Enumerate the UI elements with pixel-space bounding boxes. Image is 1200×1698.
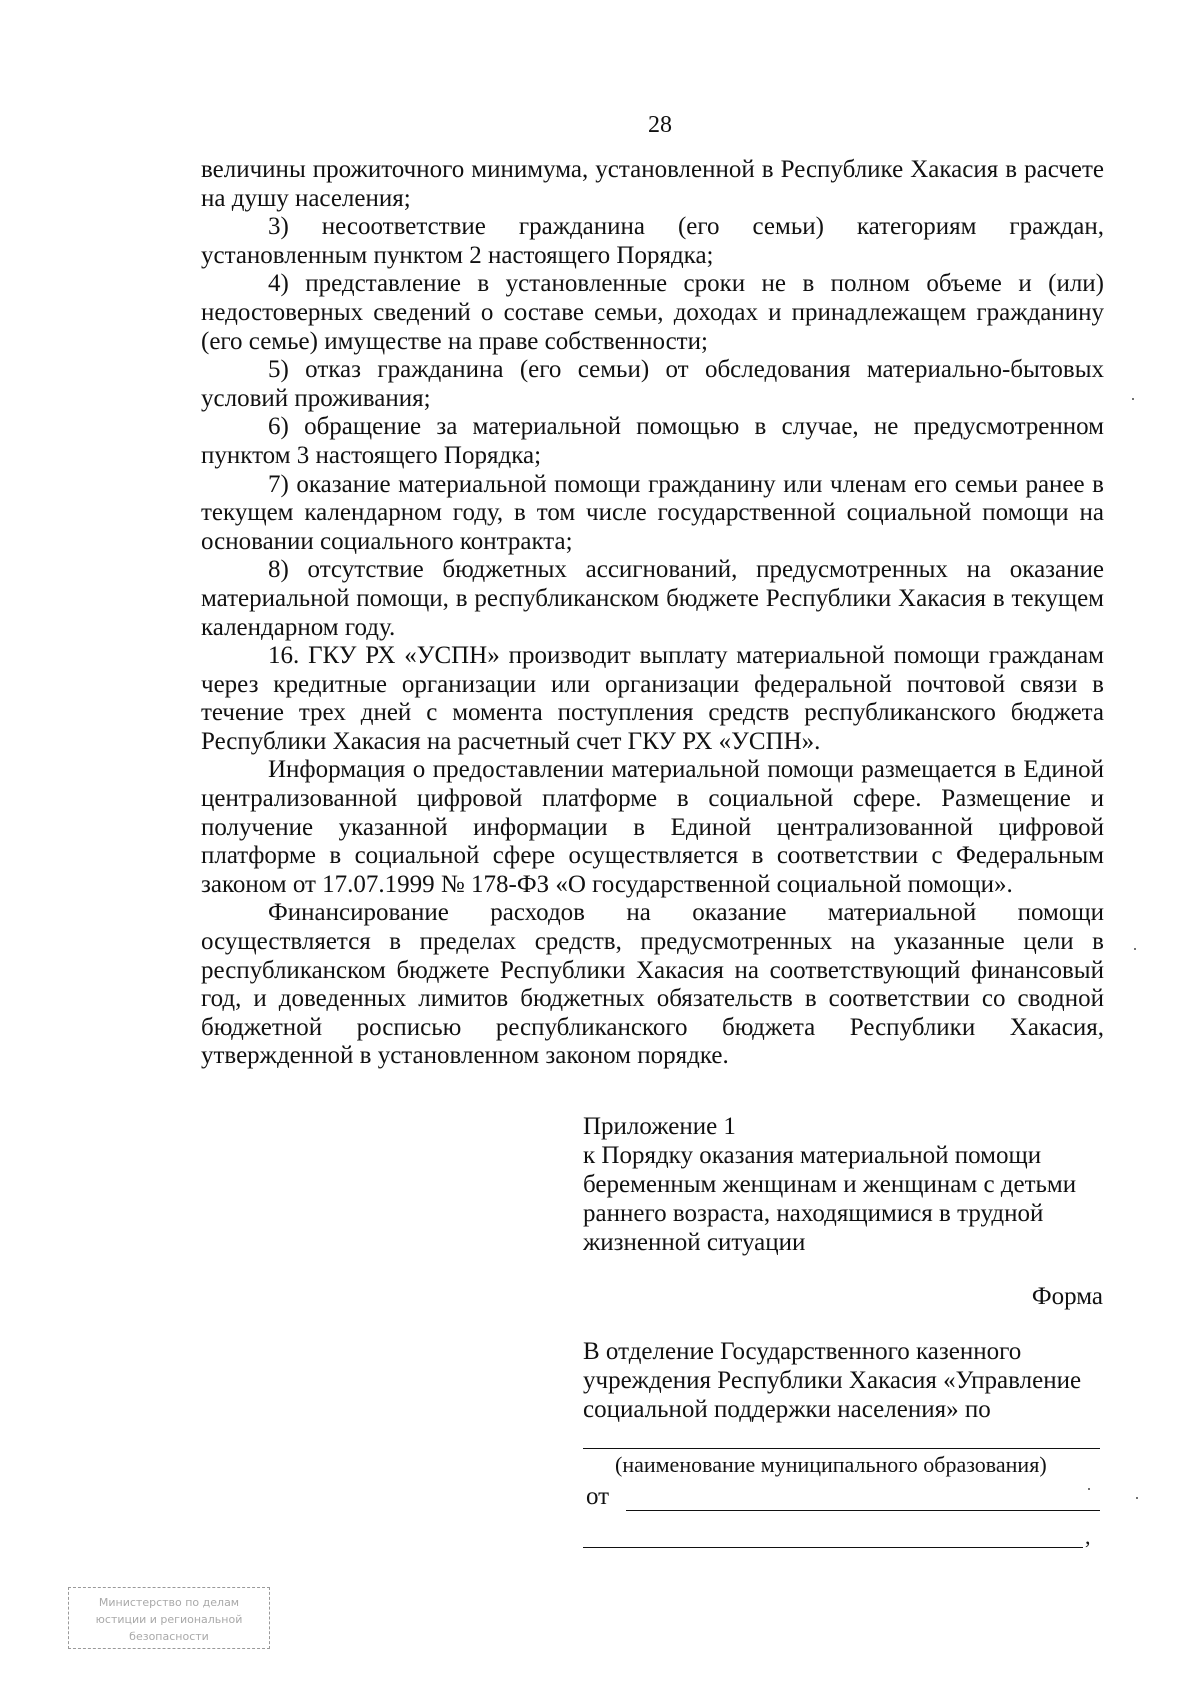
municipality-field-line (583, 1448, 1100, 1449)
applicant-field-line (626, 1510, 1100, 1511)
appendix-line: раннего возраста, находящимися в трудной (583, 1200, 1044, 1227)
appendix-line: к Порядку оказания материальной помощи (583, 1142, 1042, 1169)
registration-stamp (68, 1587, 270, 1649)
scan-speck (1134, 948, 1136, 950)
list-item-5: 5) отказ гражданина (его семьи) от обследования материально-бытовых условий проживания; (201, 356, 1104, 412)
stamp-line: Министерство по делам (98, 1596, 240, 1609)
list-item-6: 6) обращение за материальной помощью в случае, не предусмотренном пунктом 3 настоящего Порядка; (201, 413, 1104, 469)
scan-speck (1136, 1497, 1138, 1499)
paragraph-financing: Финансирование расходов на оказание материальной помощи осуществляется в пределах средств, предусмотренных на указанные цели в республиканском бюджете Республики Хакасия на соответствующий финансовый год, и доведенных лимитов бюджетных обязательств в соответствии со сводной бюджетной росписью республиканского бюджета Республики Хакасия, утвержденной в установленном законом порядке. (201, 899, 1104, 1070)
paragraph-continuation: величины прожиточного минимума, установленной в Республике Хакасия в расчете на душу населения; (201, 156, 1104, 212)
scan-speck (1088, 1488, 1090, 1490)
document-body (201, 156, 1104, 1071)
recipient-line: учреждения Республики Хакасия «Управление (583, 1367, 1082, 1394)
recipient-line: В отделение Государственного казенного (583, 1338, 1022, 1365)
appendix-line: беременным женщинам и женщинам с детьми (583, 1171, 1077, 1198)
recipient-block (583, 1337, 1103, 1424)
appendix-line: жизненной ситуации (583, 1229, 806, 1256)
stamp-line: безопасности (129, 1630, 209, 1643)
municipality-hint: (наименование муниципального образования) (615, 1452, 1047, 1477)
page-number: 28 (648, 112, 672, 138)
recipient-line: социальной поддержки населения» по (583, 1396, 991, 1423)
applicant-field-line-2 (583, 1547, 1083, 1548)
list-item-7: 7) оказание материальной помощи гражданину или членам его семьи ранее в текущем календарном году, в том числе государственной социальной помощи на основании социального контракта; (201, 470, 1104, 555)
list-item-8: 8) отсутствие бюджетных ассигнований, предусмотренных на оказание материальной помощи, в республиканском бюджете Республики Хакасия в текущем календарном году. (201, 556, 1104, 641)
stamp-line: юстиции и региональной (95, 1613, 243, 1626)
appendix-header (583, 1112, 1103, 1257)
list-item-4: 4) представление в установленные сроки не в полном объеме и (или) недостоверных сведений о составе семьи, доходах и принадлежащем гражданину (его семье) имуществе на праве собственности; (201, 270, 1104, 355)
trailing-comma: , (1085, 1524, 1091, 1549)
appendix-line: Приложение 1 (583, 1113, 736, 1140)
scan-speck (1132, 398, 1134, 400)
from-label: от (586, 1483, 610, 1510)
paragraph-information: Информация о предоставлении материальной помощи размещается в Единой централизованной цифровой платформе в социальной сфере. Размещение и получение указанной информации в Единой централизованной цифровой платформе в социальной сфере осуществляется в соответствии с Федеральным законом от 17.07.1999 № 178-ФЗ «О государственной социальной помощи». (201, 756, 1104, 898)
form-label: Форма (1031, 1283, 1103, 1310)
list-item-3: 3) несоответствие гражданина (его семьи) категориям граждан, установленным пунктом 2 настоящего Порядка; (201, 213, 1104, 269)
clause-16: 16. ГКУ РХ «УСПН» производит выплату материальной помощи гражданам через кредитные организации или организации федеральной почтовой связи в течение трех дней с момента поступления средств республиканского бюджета Республики Хакасия на расчетный счет ГКУ РХ «УСПН». (201, 642, 1104, 755)
